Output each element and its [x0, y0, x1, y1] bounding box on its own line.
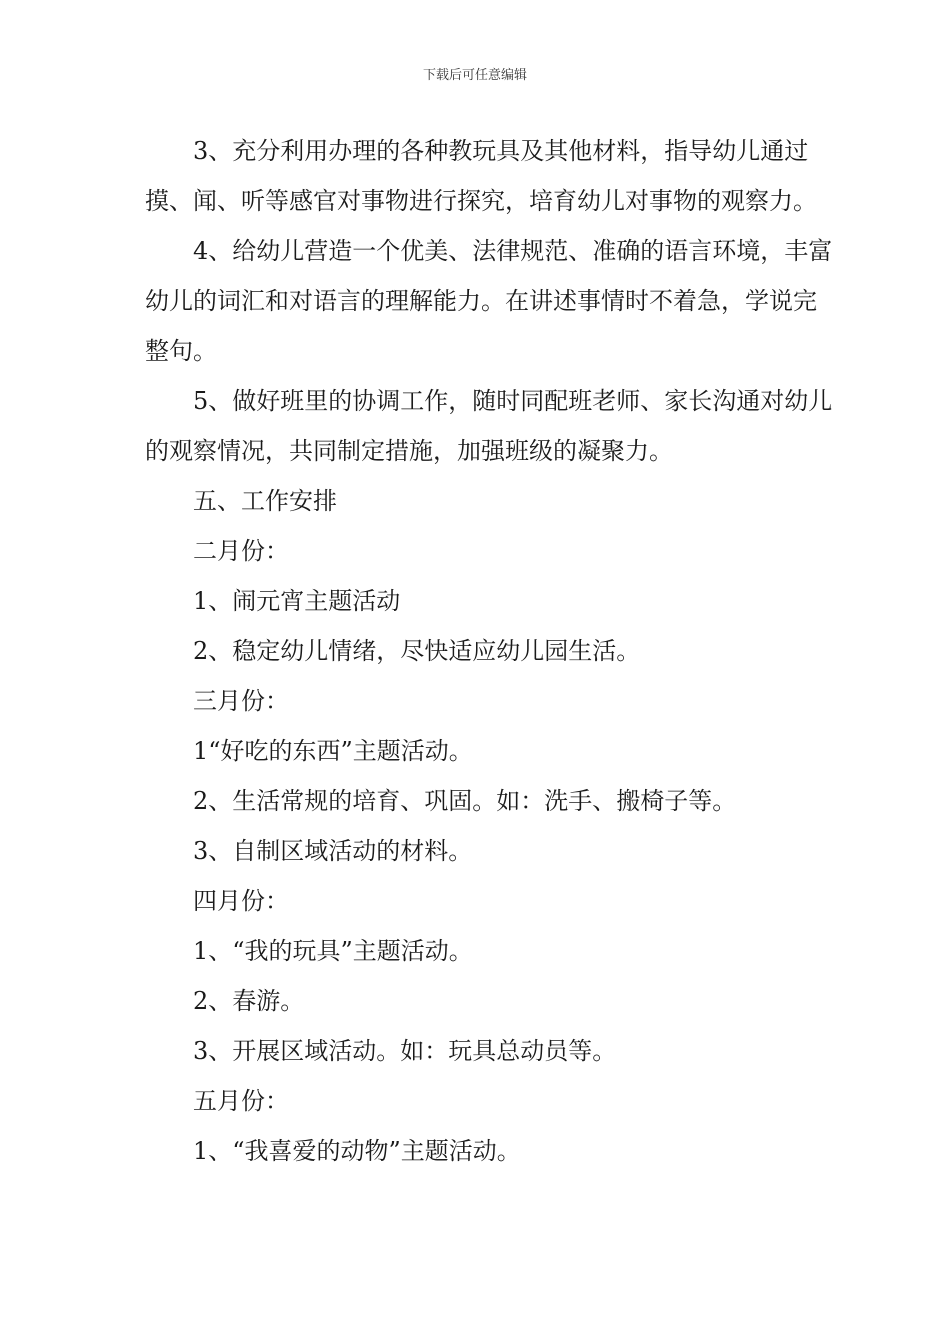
paragraph-item-4: 4、给幼儿营造一个优美、法律规范、准确的语言环境，丰富幼儿的词汇和对语言的理解能力。在讲述事情时不着急，学说完整句。	[145, 237, 833, 365]
paragraph-item-3: 3、充分利用办理的各种教玩具及其他材料，指导幼儿通过摸、闻、听等感官对事物进行探究，培育幼儿对事物的观察力。	[145, 137, 817, 215]
document-body	[145, 126, 835, 1176]
month-heading-february: 二月份：	[193, 537, 289, 565]
list-item: 2、稳定幼儿情绪，尽快适应幼儿园生活。	[193, 637, 641, 665]
list-item: 2、春游。	[193, 987, 305, 1015]
list-item: 2、生活常规的培育、巩固。如：洗手、搬椅子等。	[193, 787, 737, 815]
list-item: 3、自制区域活动的材料。	[193, 837, 473, 865]
list-item: 1、“我的玩具”主题活动。	[193, 937, 473, 965]
list-item: 1、“我喜爱的动物”主题活动。	[193, 1137, 521, 1165]
paragraph-item-5: 5、做好班里的协调工作，随时同配班老师、家长沟通对幼儿的观察情况，共同制定措施，加强班级的凝聚力。	[145, 387, 833, 465]
month-heading-may: 五月份：	[193, 1087, 289, 1115]
section-heading-work-arrangement: 五、工作安排	[193, 487, 337, 515]
list-item: 1、闹元宵主题活动	[193, 587, 401, 615]
list-item: 3、开展区域活动。如：玩具总动员等。	[193, 1037, 617, 1065]
page-header-note: 下载后可任意编辑	[422, 68, 527, 83]
month-heading-march: 三月份：	[193, 687, 289, 715]
list-item: 1“好吃的东西”主题活动。	[193, 737, 473, 765]
month-heading-april: 四月份：	[193, 887, 289, 915]
